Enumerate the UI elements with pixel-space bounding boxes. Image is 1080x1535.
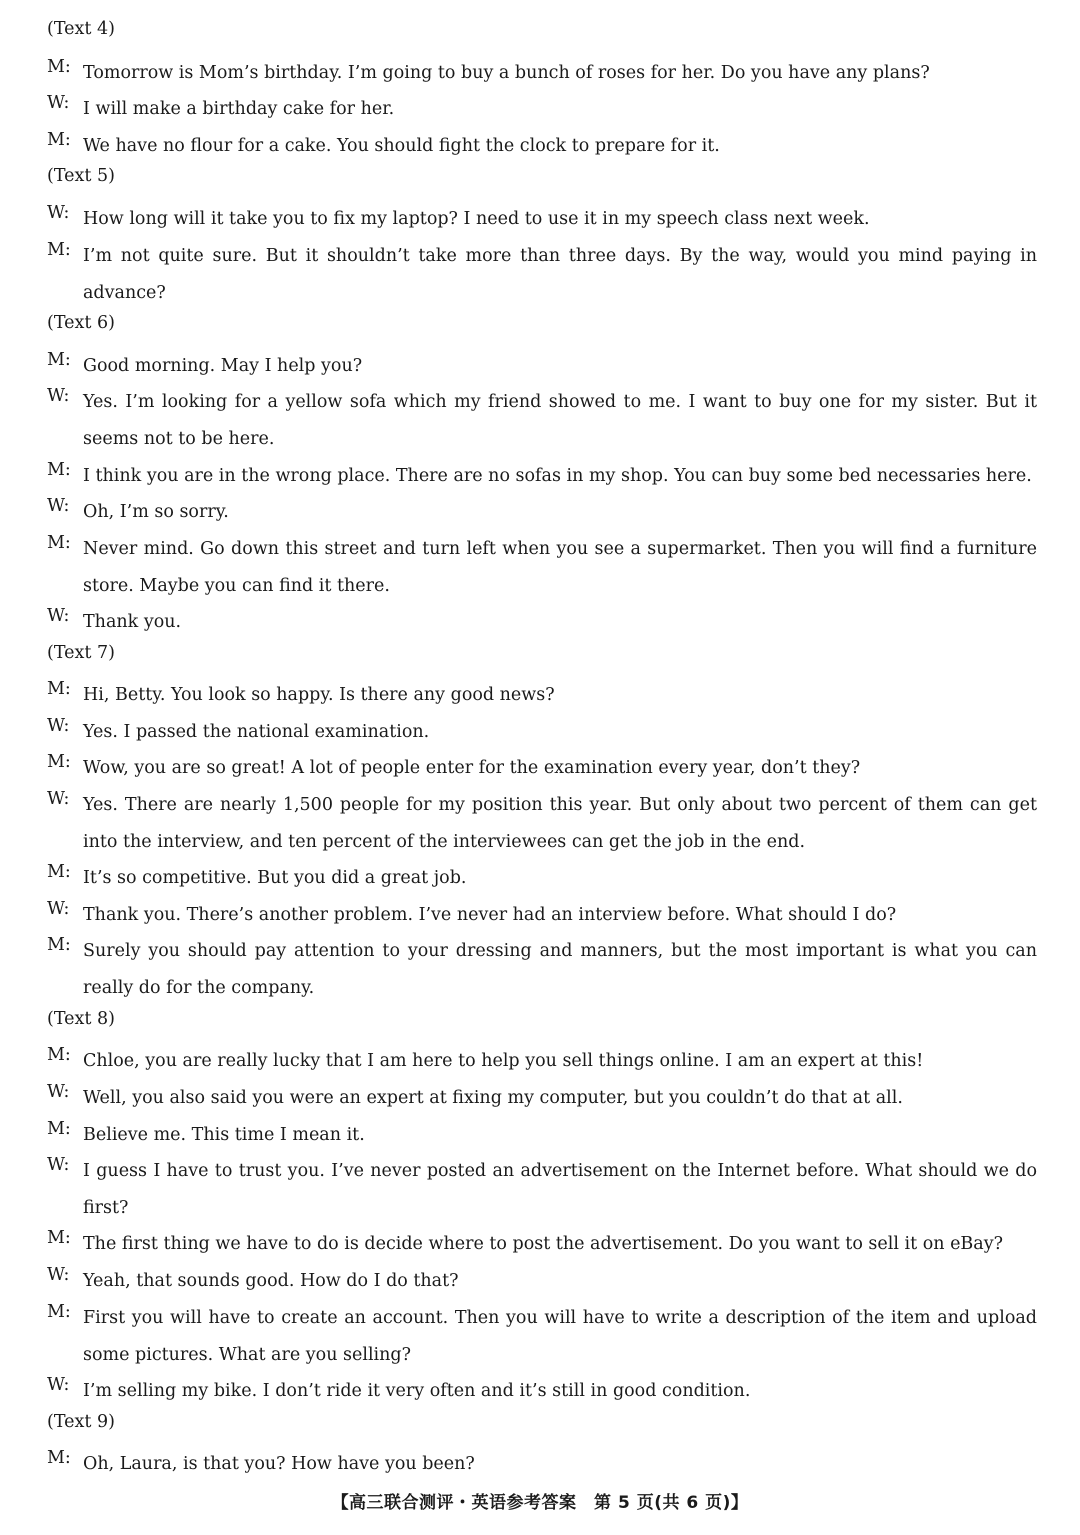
page-footer: 【高三联合测评・英语参考答案 第 5 页(共 6 页)】 xyxy=(331,1493,749,1513)
speaker-label: M: xyxy=(47,1228,71,1248)
speaker-label: M: xyxy=(47,350,71,370)
dialogue-line xyxy=(47,458,1037,495)
speaker-label: M: xyxy=(47,533,71,553)
speaker-label: W: xyxy=(47,789,70,809)
dialogue-line xyxy=(47,91,1037,128)
speaker-label: W: xyxy=(47,1265,70,1285)
dialogue-text: Yeah, that sounds good. How do I do that? xyxy=(83,1271,459,1291)
dialogue-line xyxy=(47,1446,1037,1483)
dialogue-line xyxy=(47,348,1037,385)
dialogue-text: I will make a birthday cake for her. xyxy=(83,99,395,119)
speaker-label: W: xyxy=(47,1155,70,1175)
dialogue-text: Never mind. Go down this street and turn left when you see a supermarket. Then you will find a furniture store. Maybe you can find it there. xyxy=(83,539,1037,596)
speaker-label: M: xyxy=(47,1448,71,1468)
dialogue-text: Oh, Laura, is that you? How have you been? xyxy=(83,1454,475,1474)
dialogue-line xyxy=(47,897,1037,934)
speaker-label: M: xyxy=(47,679,71,699)
dialogue-text: I’m not quite sure. But it shouldn’t take more than three days. By the way, would you mind paying in advance? xyxy=(83,246,1037,303)
section-heading-text-6: (Text 6) xyxy=(47,313,115,333)
dialogue-line xyxy=(47,55,1037,92)
speaker-label: M: xyxy=(47,240,71,260)
speaker-label: M: xyxy=(47,752,71,772)
dialogue-line xyxy=(47,1373,1037,1410)
dialogue-line xyxy=(47,1043,1037,1080)
speaker-label: M: xyxy=(47,935,71,955)
section-heading-text-4: (Text 4) xyxy=(47,19,115,39)
speaker-label: M: xyxy=(47,1302,71,1322)
dialogue-text: It’s so competitive. But you did a great job. xyxy=(83,868,467,888)
dialogue-text: Chloe, you are really lucky that I am here to help you sell things online. I am an expert at this! xyxy=(83,1051,924,1071)
speaker-label: W: xyxy=(47,1375,70,1395)
dialogue-line xyxy=(47,787,1037,860)
dialogue-text: How long will it take you to fix my laptop? I need to use it in my speech class next week. xyxy=(83,209,870,229)
dialogue-text: Wow, you are so great! A lot of people enter for the examination every year, don’t they? xyxy=(83,758,861,778)
speaker-label: W: xyxy=(47,203,70,223)
dialogue-line xyxy=(47,1153,1037,1226)
speaker-label: W: xyxy=(47,496,70,516)
dialogue-text: Oh, I’m so sorry. xyxy=(83,502,229,522)
speaker-label: W: xyxy=(47,606,70,626)
speaker-label: M: xyxy=(47,57,71,77)
dialogue-text: Thank you. xyxy=(83,612,182,632)
dialogue-text: The first thing we have to do is decide where to post the advertisement. Do you want to sell it on eBay? xyxy=(83,1234,1003,1254)
dialogue-text: Believe me. This time I mean it. xyxy=(83,1125,365,1145)
section-heading-text-9: (Text 9) xyxy=(47,1412,115,1432)
section-heading-text-7: (Text 7) xyxy=(47,643,115,663)
dialogue-text: First you will have to create an account. Then you will have to write a description of the item and upload some pictures. What are you selling? xyxy=(83,1308,1037,1365)
speaker-label: W: xyxy=(47,1082,70,1102)
dialogue-line xyxy=(47,531,1037,604)
speaker-label: M: xyxy=(47,1045,71,1065)
dialogue-text: Thank you. There’s another problem. I’ve never had an interview before. What should I do? xyxy=(83,905,897,925)
dialogue-line xyxy=(47,933,1037,1006)
dialogue-line xyxy=(47,750,1037,787)
dialogue-text: Tomorrow is Mom’s birthday. I’m going to buy a bunch of roses for her. Do you have any plans? xyxy=(83,63,930,83)
dialogue-line xyxy=(47,1226,1037,1263)
speaker-label: M: xyxy=(47,862,71,882)
dialogue-line xyxy=(47,1300,1037,1373)
dialogue-line xyxy=(47,384,1037,457)
dialogue-line xyxy=(47,604,1037,641)
speaker-label: W: xyxy=(47,716,70,736)
dialogue-line xyxy=(47,201,1037,238)
dialogue-text: Well, you also said you were an expert at fixing my computer, but you couldn’t do that at all. xyxy=(83,1088,903,1108)
dialogue-text: Hi, Betty. You look so happy. Is there any good news? xyxy=(83,685,555,705)
speaker-label: M: xyxy=(47,1119,71,1139)
speaker-label: M: xyxy=(47,130,71,150)
speaker-label: W: xyxy=(47,899,70,919)
dialogue-line xyxy=(47,1080,1037,1117)
dialogue-line xyxy=(47,860,1037,897)
dialogue-line xyxy=(47,128,1037,165)
section-heading-text-8: (Text 8) xyxy=(47,1009,115,1029)
dialogue-text: Yes. I’m looking for a yellow sofa which my friend showed to me. I want to buy one for my sister. But it seems not to be here. xyxy=(83,392,1037,449)
dialogue-text: I’m selling my bike. I don’t ride it very often and it’s still in good condition. xyxy=(83,1381,751,1401)
dialogue-text: Surely you should pay attention to your dressing and manners, but the most important is what you can really do for the company. xyxy=(83,941,1037,998)
dialogue-text: Yes. I passed the national examination. xyxy=(83,722,430,742)
dialogue-line xyxy=(47,1263,1037,1300)
section-heading-text-5: (Text 5) xyxy=(47,166,115,186)
dialogue-text: Yes. There are nearly 1,500 people for my position this year. But only about two percent of them can get into the interview, and ten percent of the interviewees can get the job in the end. xyxy=(83,795,1037,852)
dialogue-line xyxy=(47,494,1037,531)
speaker-label: W: xyxy=(47,93,70,113)
dialogue-text: Good morning. May I help you? xyxy=(83,356,363,376)
speaker-label: M: xyxy=(47,460,71,480)
dialogue-text: I think you are in the wrong place. There are no sofas in my shop. You can buy some bed necessaries here. xyxy=(83,466,1032,486)
dialogue-text: We have no flour for a cake. You should fight the clock to prepare for it. xyxy=(83,136,720,156)
dialogue-text: I guess I have to trust you. I’ve never posted an advertisement on the Internet before. What should we do first? xyxy=(83,1161,1037,1218)
dialogue-line xyxy=(47,677,1037,714)
speaker-label: W: xyxy=(47,386,70,406)
dialogue-line xyxy=(47,1117,1037,1154)
dialogue-line xyxy=(47,714,1037,751)
dialogue-line xyxy=(47,238,1037,311)
